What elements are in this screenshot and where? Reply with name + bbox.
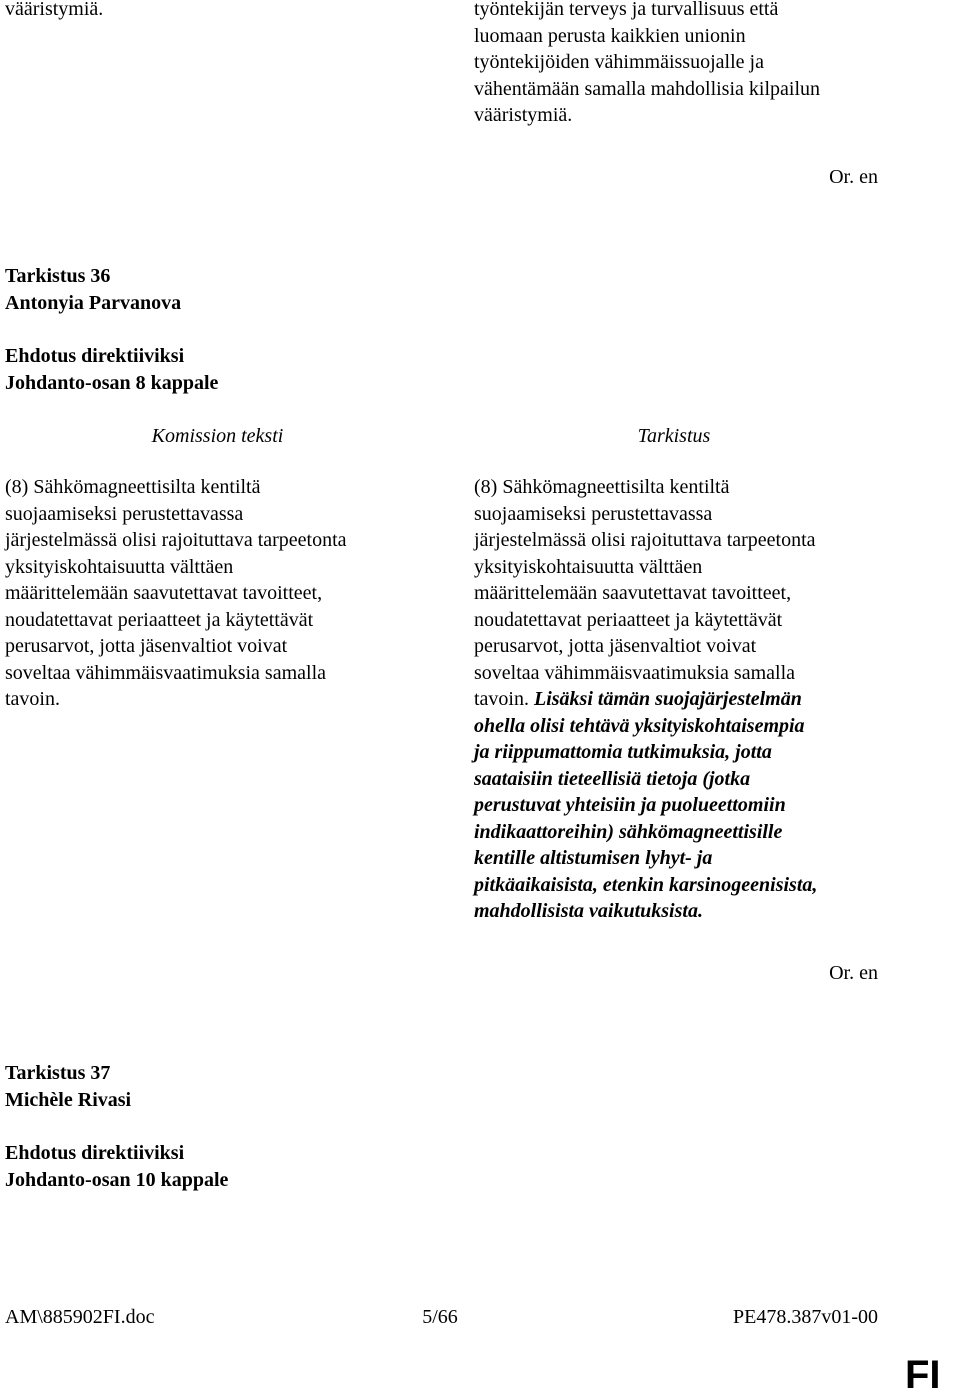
- added-text-line: saataisiin tieteellisiä tietoja (jotka: [474, 767, 751, 790]
- text-line: suojaamiseksi perustettavassa: [474, 502, 713, 525]
- added-text-line: pitkäaikaisista, etenkin karsinogeenisista,: [474, 873, 818, 896]
- amendment-header: Tarkistus: [637, 425, 711, 447]
- text-line: suojaamiseksi perustettavassa: [5, 502, 244, 525]
- amendment-number: Tarkistus 37: [5, 1062, 111, 1084]
- text-line: perusarvot, jotta jäsenvaltiot voivat: [474, 635, 757, 657]
- text-line: työntekijöiden vähimmäissuojalle ja: [474, 51, 764, 73]
- commission-text: [5, 474, 425, 713]
- text-line: yksityiskohtaisuutta välttäen: [474, 555, 703, 578]
- proposal-type: Ehdotus direktiiviksi: [5, 1142, 185, 1164]
- text-line: noudatettavat periaatteet ja käytettävät: [5, 608, 314, 631]
- amendment-37-header: [5, 1060, 425, 1113]
- proposal-type: Ehdotus direktiiviksi: [5, 345, 185, 367]
- added-text-line: perustuvat yhteisiin ja puolueettomiin: [474, 794, 786, 816]
- original-language-note: Or. en: [829, 962, 878, 984]
- added-text-line: ja riippumattomia tutkimuksia, jotta: [474, 741, 772, 763]
- text-line: perusarvot, jotta jäsenvaltiot voivat: [5, 635, 288, 657]
- amendment-author: Michèle Rivasi: [5, 1088, 132, 1111]
- original-language-note: Or. en: [829, 166, 878, 188]
- text-line: määrittelemään saavutettavat tavoitteet,: [474, 582, 792, 604]
- text-line: vääristymiä.: [474, 104, 573, 126]
- text-line: soveltaa vähimmäisvaatimuksia samalla: [5, 661, 327, 684]
- added-text-line: kentille altistumisen lyhyt- ja: [474, 847, 713, 869]
- amendment-37-reference: [5, 1140, 425, 1193]
- text-line: työntekijän terveys ja turvallisuus että: [474, 0, 779, 20]
- footer-document-reference: AM\885902FI.doc: [5, 1306, 155, 1328]
- footer-page-number: 5/66: [422, 1306, 458, 1328]
- amendment-number: Tarkistus 36: [5, 265, 111, 287]
- amendment-36-reference: [5, 343, 425, 396]
- text-line-mixed: [474, 686, 914, 713]
- added-text-line: mahdollisista vaikutuksista.: [474, 900, 703, 922]
- amendment-author: Antonyia Parvanova: [5, 291, 182, 314]
- text-line: tavoin.: [5, 688, 60, 710]
- text-line: soveltaa vähimmäisvaatimuksia samalla: [474, 661, 796, 684]
- section-reference: Johdanto-osan 10 kappale: [5, 1168, 229, 1191]
- text-line: (8) Sähkömagneettisilta kentiltä: [474, 476, 730, 498]
- text-line: noudatettavat periaatteet ja käytettävät: [474, 608, 783, 631]
- left-column-tail: vääristymiä.: [5, 0, 104, 20]
- text-line: vähentämään samalla mahdollisia kilpailun: [474, 77, 821, 100]
- added-text-line: indikaattoreihin) sähkömagneettisille: [474, 820, 783, 843]
- right-column-tail: [474, 0, 914, 129]
- text-line: (8) Sähkömagneettisilta kentiltä: [5, 476, 261, 498]
- commission-text-header: Komission teksti: [151, 425, 284, 447]
- footer-pe-reference: PE478.387v01-00: [733, 1306, 878, 1328]
- section-reference: Johdanto-osan 8 kappale: [5, 371, 219, 394]
- added-text: Lisäksi tämän suojajärjestelmän: [534, 688, 802, 710]
- text-line: määrittelemään saavutettavat tavoitteet,: [5, 582, 323, 604]
- text-line: järjestelmässä olisi rajoituttava tarpeetonta: [5, 529, 347, 551]
- added-text-line: ohella olisi tehtävä yksityiskohtaisempia: [474, 714, 805, 737]
- text-line: järjestelmässä olisi rajoituttava tarpeetonta: [474, 529, 816, 551]
- unchanged-text: tavoin.: [474, 688, 534, 710]
- amendment-36-header: [5, 263, 425, 316]
- amendment-text: [474, 474, 914, 925]
- language-code: FI: [905, 1353, 941, 1397]
- text-line: luomaan perusta kaikkien unionin: [474, 24, 746, 47]
- text-line: yksityiskohtaisuutta välttäen: [5, 555, 234, 578]
